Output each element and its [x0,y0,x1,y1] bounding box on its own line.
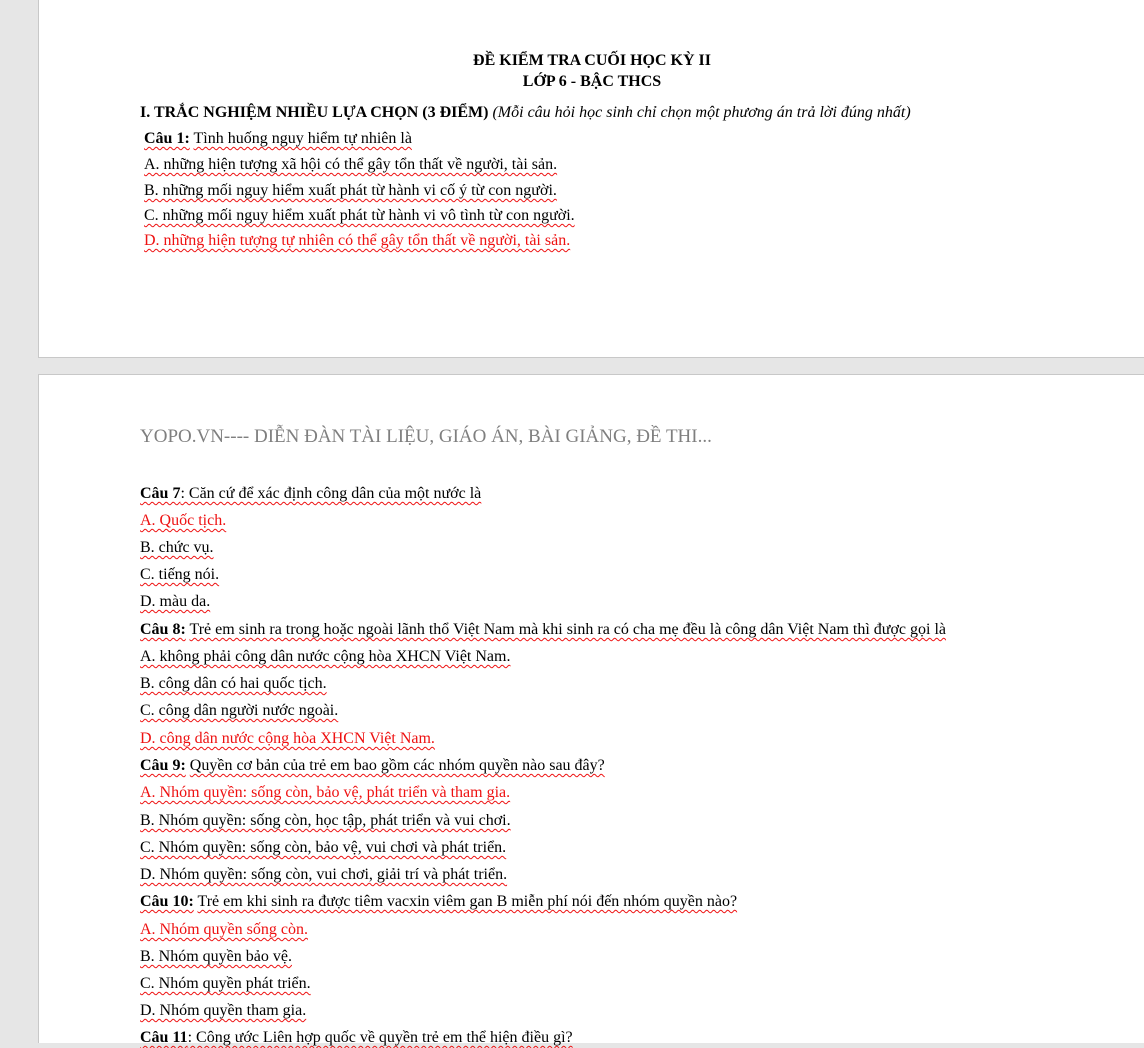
q8-option-a: A. không phải công dân nước cộng hòa XHCN Việt Nam. [140,648,511,665]
question-label: Câu 10: [140,893,194,910]
q10-option-b: B. Nhóm quyền bảo vệ. [140,948,292,965]
q8-option-b: B. công dân có hai quốc tịch. [140,675,327,692]
q8-option-d-correct: D. công dân nước cộng hòa XHCN Việt Nam. [140,730,435,747]
question-8 [140,620,946,640]
q7-option-b: B. chức vụ. [140,539,214,556]
section-heading-line [140,103,911,123]
document-page-1 [38,0,1144,358]
section-note: (Mỗi câu hỏi học sinh chỉ chọn một phương án trả lời đúng nhất) [492,104,911,121]
question-11 [140,1028,573,1048]
question-7 [140,484,481,504]
exam-subtitle: LỚP 6 - BẬC THCS [522,73,662,90]
q1-option-b: B. những mối nguy hiểm xuất phát từ hành vi cố ý từ con người. [144,182,557,199]
q10-option-d: D. Nhóm quyền tham gia. [140,1002,307,1019]
question-label: Câu 7 [140,485,181,502]
q8-option-c: C. công dân người nước ngoài. [140,702,339,719]
q1-option-a: A. những hiện tượng xã hội có thể gây tổn thất về người, tài sản. [144,156,558,173]
exam-title: ĐỀ KIỂM TRA CUỐI HỌC KỲ II [473,52,711,69]
question-label: Câu 1: [144,130,190,147]
q9-option-b: B. Nhóm quyền: sống còn, học tập, phát triển và vui chơi. [140,812,511,829]
question-text: : Công ước Liên hợp quốc về quyền trẻ em thể hiện điều gì? [187,1029,573,1046]
question-text: : Căn cứ để xác định công dân của một nước là [180,485,482,502]
header-banner: YOPO.VN---- DIỄN ĐÀN TÀI LIỆU, GIÁO ÁN, BÀI GIẢNG, ĐỀ THI... [140,426,712,447]
q9-option-c: C. Nhóm quyền: sống còn, bảo vệ, vui chơi và phát triển. [140,839,507,856]
question-text: Trẻ em sinh ra trong hoặc ngoài lãnh thổ Việt Nam mà khi sinh ra có cha mẹ đều là công dân Việt Nam thì được gọi là [189,621,947,638]
question-text: Tình huống nguy hiểm tự nhiên là [193,130,412,147]
q9-option-a-correct: A. Nhóm quyền: sống còn, bảo vệ, phát triển và tham gia. [140,784,511,801]
question-text: Quyền cơ bản của trẻ em bao gồm các nhóm quyền nào sau đây? [189,757,605,774]
q9-option-d: D. Nhóm quyền: sống còn, vui chơi, giải trí và phát triển. [140,866,508,883]
q7-option-a-correct: A. Quốc tịch. [140,512,227,529]
question-10 [140,892,737,912]
document-page-2 [38,374,1144,1046]
question-label: Câu 8: [140,621,186,638]
question-9 [140,756,605,776]
q7-option-c: C. tiếng nói. [140,566,220,583]
q7-option-d: D. màu da. [140,593,211,610]
section-heading: I. TRẮC NGHIỆM NHIỀU LỰA CHỌN (3 ĐIỂM) [140,104,489,121]
q1-option-c: C. những mối nguy hiểm xuất phát từ hành vi vô tình từ con người. [144,207,575,224]
question-1 [144,129,412,149]
question-label: Câu 11 [140,1029,188,1046]
question-text: Trẻ em khi sinh ra được tiêm vacxin viêm gan B miễn phí nói đến nhóm quyền nào? [197,893,738,910]
q10-option-a-correct: A. Nhóm quyền sống còn. [140,921,308,938]
q10-option-c: C. Nhóm quyền phát triển. [140,975,311,992]
question-label: Câu 9: [140,757,186,774]
q1-option-d-correct: D. những hiện tượng tự nhiên có thể gây tổn thất về người, tài sản. [144,232,571,249]
